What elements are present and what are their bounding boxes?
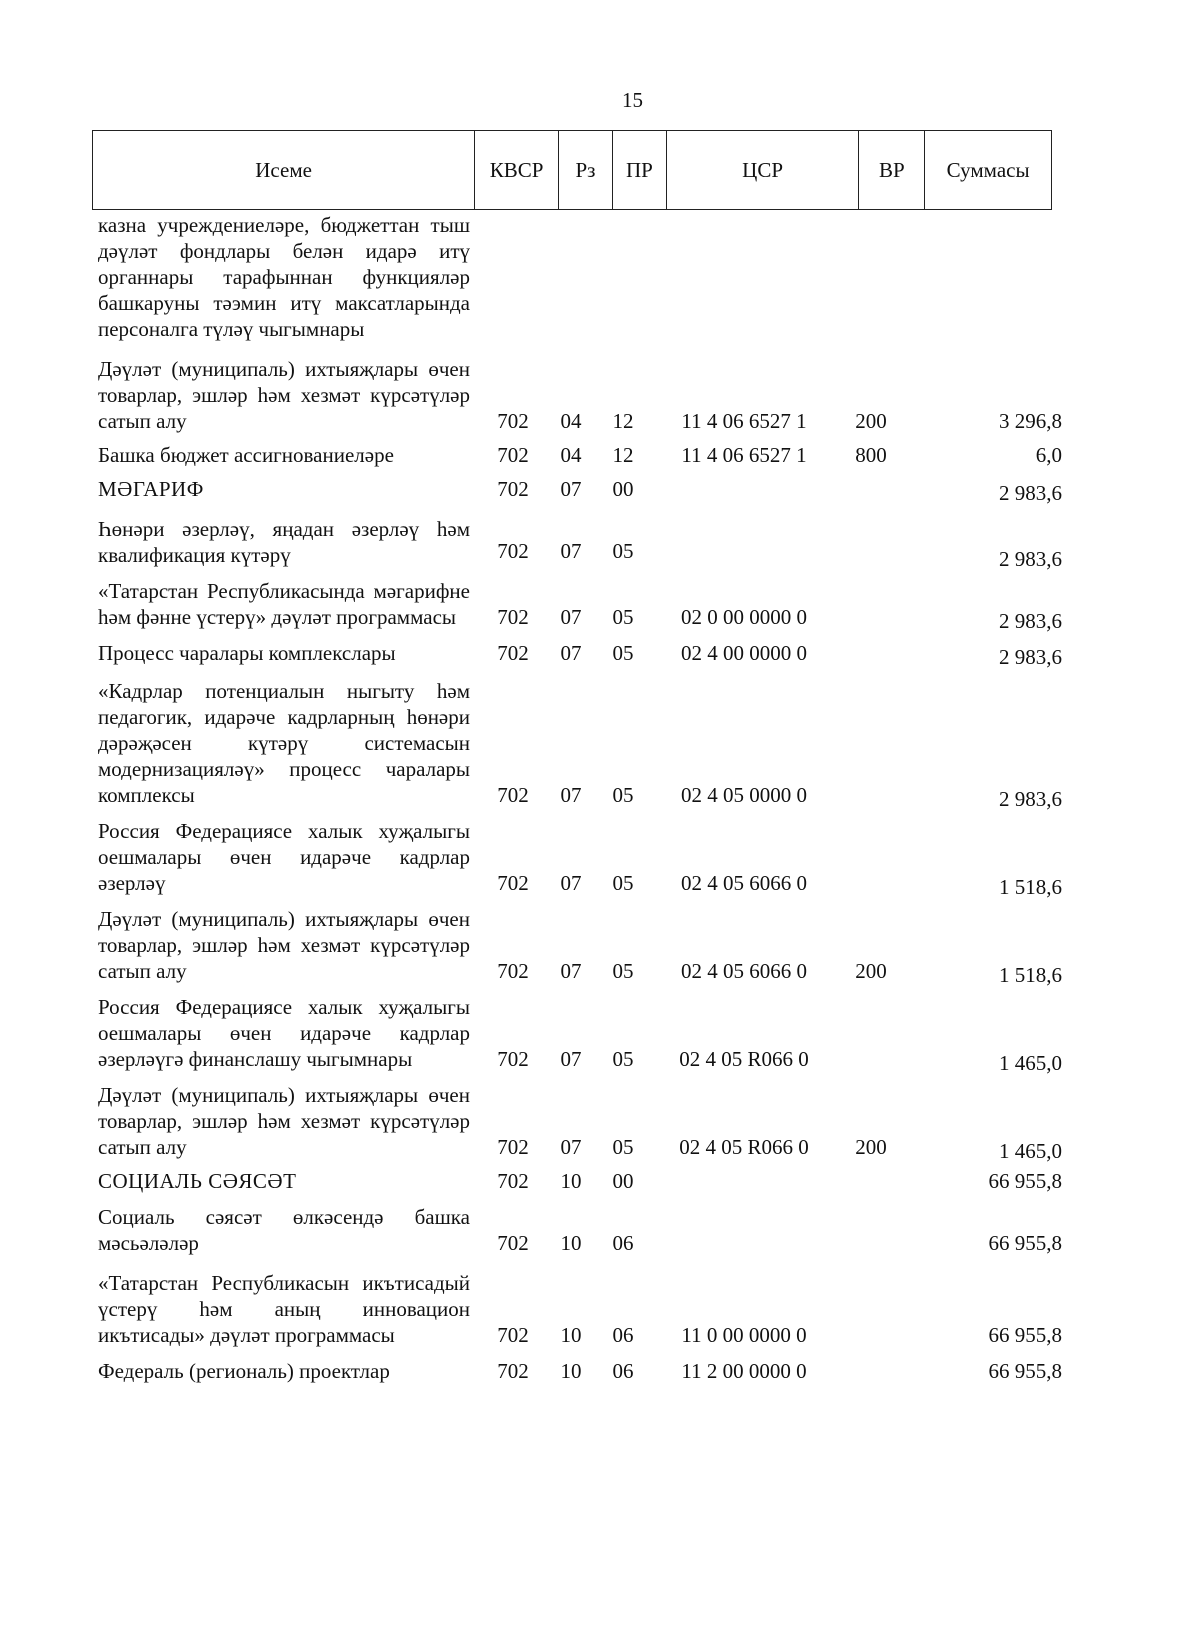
table-row: [98, 994, 1098, 1075]
row-rz: 10: [560, 1323, 582, 1347]
row-csr: 11 4 06 6527 1: [681, 409, 807, 433]
row-sum: 1 518,6: [999, 875, 1062, 899]
table-row: [98, 818, 1098, 899]
row-name: «Татарстан Республикасында мәгарифне һәм фәнне үстерү» дәүләт программасы: [98, 579, 470, 629]
row-name: «Кадрлар потенциалын ныгыту һәм педагогик, идарәче кадрларның һөнәри дәрәҗәсен күтәрү системасын модернизацияләү» процесс чаралары комплексы: [98, 679, 470, 807]
row-name: Дәүләт (муниципаль) ихтыяҗлары өчен товарлар, эшләр һәм хезмәт күрсәтүләр сатып алу: [98, 1083, 470, 1159]
table-row: [98, 906, 1098, 987]
row-rz: 07: [560, 539, 582, 563]
row-pr: 06: [612, 1231, 634, 1255]
row-rz: 10: [560, 1231, 582, 1255]
row-kvsr: 702: [497, 605, 529, 629]
row-sum: 66 955,8: [988, 1169, 1062, 1193]
header-csr: ЦСР: [667, 131, 860, 209]
table-row: [98, 1168, 1098, 1194]
row-rz: 07: [560, 1047, 582, 1071]
row-rz: 07: [560, 871, 582, 895]
header-kvsr: КВСР: [475, 131, 559, 209]
row-rz: 04: [560, 443, 582, 467]
row-kvsr: 702: [497, 959, 529, 983]
row-sum: 2 983,6: [999, 609, 1062, 633]
row-kvsr: 702: [497, 477, 529, 501]
row-name: Россия Федерациясе халык хуҗалыгы оешмалары өчен идарәче кадрлар әзерләү: [98, 819, 470, 895]
row-name: «Татарстан Республикасын икътисадый үстерү һәм аның инновацион икътисады» дәүләт программасы: [98, 1271, 470, 1347]
table-row: [98, 212, 1098, 342]
row-name: Процесс чаралары комплекслары: [98, 641, 396, 665]
row-pr: 06: [612, 1323, 634, 1347]
row-sum: 1 465,0: [999, 1139, 1062, 1163]
row-name: казна учреждениеләре, бюджеттан тыш дәүләт фондлары белән идарә итү органнары тарафыннан функцияләр башкаруны тәэмин итү максатларында персоналга түләү чыгымнары: [98, 213, 470, 341]
header-name: Исеме: [93, 131, 475, 209]
row-rz: 07: [560, 783, 582, 807]
row-sum: 2 983,6: [999, 787, 1062, 811]
row-csr: 02 4 00 0000 0: [681, 641, 807, 665]
row-sum: 66 955,8: [988, 1323, 1062, 1347]
row-rz: 07: [560, 1135, 582, 1159]
row-pr: 00: [612, 1169, 634, 1193]
table-body: [98, 212, 1098, 1394]
row-csr: 02 4 05 R066 0: [679, 1135, 809, 1159]
row-rz: 07: [560, 477, 582, 501]
row-pr: 05: [612, 539, 634, 563]
row-name: СОЦИАЛЬ СӘЯСӘТ: [98, 1169, 297, 1193]
row-vr: 800: [855, 443, 887, 467]
row-name: Федераль (региональ) проектлар: [98, 1359, 390, 1383]
table-row: [98, 442, 1098, 468]
row-sum: 2 983,6: [999, 481, 1062, 505]
row-kvsr: 702: [497, 409, 529, 433]
row-pr: 05: [612, 783, 634, 807]
row-sum: 2 983,6: [999, 547, 1062, 571]
table-row: [98, 678, 1098, 811]
table-row: [98, 578, 1098, 633]
row-name: МӘГАРИФ: [98, 477, 204, 501]
table-row: [98, 516, 1098, 571]
row-pr: 12: [612, 409, 634, 433]
row-kvsr: 702: [497, 1359, 529, 1383]
table-header: [92, 130, 1052, 210]
row-pr: 00: [612, 477, 634, 501]
row-rz: 10: [560, 1359, 582, 1383]
row-rz: 07: [560, 605, 582, 629]
row-csr: 02 4 05 0000 0: [681, 783, 807, 807]
row-pr: 05: [612, 1135, 634, 1159]
row-rz: 04: [560, 409, 582, 433]
row-sum: 1 518,6: [999, 963, 1062, 987]
row-kvsr: 702: [497, 1047, 529, 1071]
row-rz: 07: [560, 959, 582, 983]
row-csr: 02 4 05 6066 0: [681, 871, 807, 895]
row-sum: 2 983,6: [999, 645, 1062, 669]
row-pr: 06: [612, 1359, 634, 1383]
row-csr: 02 0 00 0000 0: [681, 605, 807, 629]
row-sum: 6,0: [1035, 443, 1062, 467]
row-csr: 11 0 00 0000 0: [681, 1323, 807, 1347]
row-kvsr: 702: [497, 871, 529, 895]
table-row: [98, 1358, 1098, 1384]
row-kvsr: 702: [497, 1323, 529, 1347]
row-csr: 02 4 05 6066 0: [681, 959, 807, 983]
row-csr: 02 4 05 R066 0: [679, 1047, 809, 1071]
header-pr: ПР: [613, 131, 667, 209]
row-name: Дәүләт (муниципаль) ихтыяҗлары өчен товарлар, эшләр һәм хезмәт күрсәтүләр сатып алу: [98, 907, 470, 983]
row-pr: 05: [612, 605, 634, 629]
header-rz: Рз: [559, 131, 613, 209]
row-vr: 200: [855, 409, 887, 433]
row-vr: 200: [855, 959, 887, 983]
row-vr: 200: [855, 1135, 887, 1159]
header-vr: ВР: [859, 131, 925, 209]
row-pr: 05: [612, 1047, 634, 1071]
row-csr: 11 4 06 6527 1: [681, 443, 807, 467]
table-row: [98, 1204, 1098, 1256]
row-name: Социаль сәясәт өлкәсендә башка мәсьәләләр: [98, 1205, 470, 1255]
row-kvsr: 702: [497, 539, 529, 563]
row-name: Башка бюджет ассигнованиеләре: [98, 443, 394, 467]
row-pr: 12: [612, 443, 634, 467]
table-row: [98, 640, 1098, 669]
table-row: [98, 1270, 1098, 1348]
row-name: Россия Федерациясе халык хуҗалыгы оешмалары өчен идарәче кадрлар әзерләүгә финанслашу чыгымнары: [98, 995, 470, 1071]
table-row: [98, 1082, 1098, 1163]
row-sum: 1 465,0: [999, 1051, 1062, 1075]
row-rz: 10: [560, 1169, 582, 1193]
row-pr: 05: [612, 959, 634, 983]
row-csr: 11 2 00 0000 0: [681, 1359, 807, 1383]
header-sum: Суммасы: [946, 157, 1030, 182]
row-kvsr: 702: [497, 443, 529, 467]
row-kvsr: 702: [497, 783, 529, 807]
page-number: 15: [622, 88, 643, 112]
table-row: [98, 476, 1098, 506]
row-sum: 66 955,8: [988, 1359, 1062, 1383]
row-name: Һөнәри әзерләү, яңадан әзерләү һәм квалификация күтәрү: [98, 517, 470, 567]
row-pr: 05: [612, 871, 634, 895]
row-name: Дәүләт (муниципаль) ихтыяҗлары өчен товарлар, эшләр һәм хезмәт күрсәтүләр сатып алу: [98, 357, 470, 433]
row-kvsr: 702: [497, 1135, 529, 1159]
row-pr: 05: [612, 641, 634, 665]
row-kvsr: 702: [497, 1169, 529, 1193]
row-rz: 07: [560, 641, 582, 665]
row-kvsr: 702: [497, 641, 529, 665]
row-sum: 66 955,8: [988, 1231, 1062, 1255]
row-kvsr: 702: [497, 1231, 529, 1255]
row-sum: 3 296,8: [999, 409, 1062, 433]
table-row: [98, 356, 1098, 434]
